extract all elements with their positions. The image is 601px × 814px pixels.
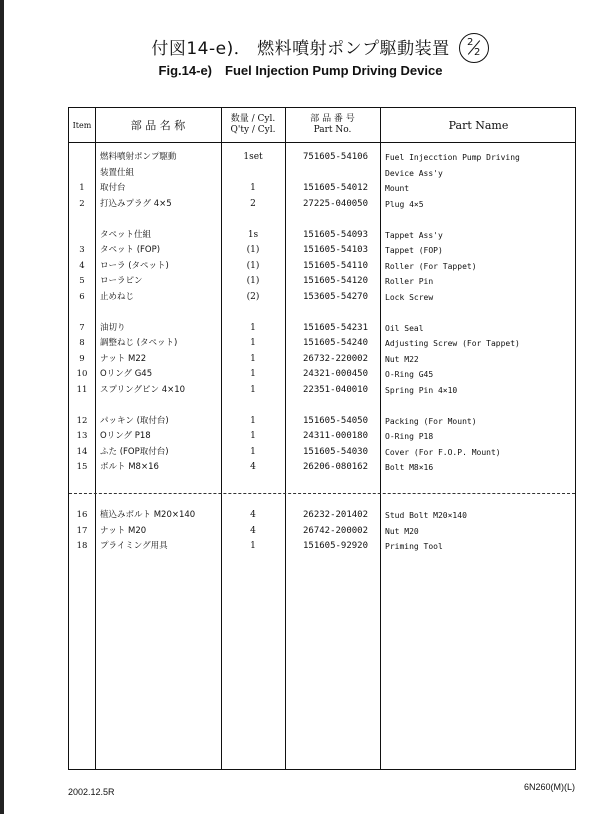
table-row: [69, 228, 575, 243]
header-qty-line2: Q'ty / Cyl.: [230, 125, 276, 135]
row-part-number: 26732-220002: [302, 353, 369, 364]
section-dashed-divider: [69, 493, 575, 494]
page-number-badge: [459, 33, 489, 63]
row-quantity: 1: [250, 369, 256, 379]
row-part-name: Packing (For Mount): [385, 416, 477, 426]
row-part-name: Plug 4×5: [385, 199, 424, 209]
table-row: [69, 398, 575, 413]
row-part-number: 151605-54240: [302, 338, 369, 348]
row-name-jp: タペット仕組: [100, 229, 152, 240]
row-part-name: Roller Pin: [385, 277, 434, 286]
header-pno-line1: 部 品 番 号: [310, 114, 355, 124]
table-row: [69, 414, 575, 429]
table-row: [69, 212, 575, 227]
row-part-number: 151605-92920: [302, 541, 369, 551]
row-quantity: 1: [250, 322, 256, 333]
row-part-number: 751605-54106: [302, 152, 369, 162]
table-row: [69, 321, 575, 336]
page-edge-bar: [0, 0, 4, 814]
row-part-name: Tappet (FOP): [385, 246, 443, 255]
row-quantity: 1: [250, 446, 256, 457]
row-part-name: Tappet Ass'y: [385, 230, 443, 240]
row-name-jp: 装置仕組: [100, 167, 135, 178]
row-part-number: 151605-54231: [302, 322, 369, 333]
row-item-number: 14: [76, 446, 88, 457]
row-item-number: 2: [79, 198, 85, 209]
row-part-name: Spring Pin 4×10: [385, 385, 458, 395]
row-part-name: Fuel Injecction Pump Driving: [385, 153, 520, 162]
row-part-number: 151605-54110: [302, 260, 369, 271]
row-quantity: 1set: [243, 152, 263, 162]
table-row: [69, 336, 575, 351]
row-part-number: 27225-040050: [302, 198, 369, 209]
row-item-number: 1: [79, 183, 85, 193]
row-name-jp: ボルト M8×16: [100, 462, 159, 472]
row-name-jp: ナット M20: [100, 525, 147, 536]
row-part-number: 26232-201402: [302, 510, 369, 520]
parts-table: [68, 107, 576, 770]
row-item-number: 7: [79, 322, 85, 333]
row-quantity: 4: [250, 525, 256, 536]
row-part-name: Priming Tool: [385, 542, 443, 551]
row-name-jp: 調整ねじ (タペット): [100, 338, 178, 348]
row-name-jp: ローラ (タペット): [100, 260, 169, 271]
row-part-number: 151605-54030: [302, 446, 369, 457]
header-pno-line2: Part No.: [313, 125, 352, 135]
footer-model-code: 6N260(M)(L): [523, 782, 575, 792]
row-quantity: 1: [250, 338, 256, 348]
row-part-name: Nut M20: [385, 526, 419, 536]
row-item-number: 11: [76, 384, 88, 395]
row-item-number: 6: [79, 291, 85, 302]
row-quantity: 1: [250, 353, 256, 364]
row-part-name: Adjusting Screw (For Tappet): [385, 339, 520, 348]
row-name-jp: Oリング G45: [100, 369, 153, 379]
row-part-number: 151605-54050: [302, 415, 369, 426]
row-quantity: (1): [246, 245, 260, 255]
header-name-jp: [95, 108, 221, 142]
row-quantity: 4: [250, 510, 256, 520]
row-part-number: 26206-080162: [302, 462, 369, 472]
row-item-number: 18: [76, 541, 88, 551]
table-row: [69, 460, 575, 475]
table-row: [69, 524, 575, 539]
row-item-number: 4: [79, 260, 85, 271]
header-rule: [69, 142, 575, 143]
row-item-number: 15: [76, 462, 88, 472]
table-row: [69, 429, 575, 444]
row-part-number: 153605-54270: [302, 291, 369, 302]
row-part-number: 22351-040010: [302, 384, 369, 395]
row-item-number: 3: [79, 245, 85, 255]
row-quantity: (1): [246, 260, 260, 271]
table-row: [69, 166, 575, 181]
row-name-jp: Oリング P18: [100, 431, 151, 441]
row-part-name: Lock Screw: [385, 292, 434, 302]
header-qty-line1: 数量 / Cyl.: [230, 114, 276, 124]
header-qty: [221, 108, 285, 142]
row-item-number: 10: [76, 369, 88, 379]
table-row: [69, 352, 575, 367]
row-part-name: O-Ring P18: [385, 432, 434, 441]
row-name-jp: 止めねじ: [100, 291, 135, 302]
table-row: [69, 508, 575, 523]
row-part-number: 151605-54012: [302, 183, 369, 193]
row-item-number: 12: [76, 415, 88, 426]
row-item-number: 9: [79, 353, 85, 364]
table-row: [69, 290, 575, 305]
row-quantity: 4: [250, 462, 256, 472]
row-name-jp: プライミング用具: [100, 541, 168, 551]
row-item-number: 16: [76, 510, 88, 520]
row-part-name: Bolt M8×16: [385, 463, 434, 472]
table-row: [69, 243, 575, 258]
row-part-number: 151605-54093: [302, 229, 369, 240]
table-row: [69, 197, 575, 212]
row-name-jp: 油切り: [100, 322, 126, 333]
row-quantity: (2): [246, 291, 260, 302]
table-row: [69, 259, 575, 274]
page-number-current: 2: [467, 37, 474, 48]
row-name-jp: 植込みボルト M20×140: [100, 510, 196, 520]
row-item-number: 8: [79, 338, 85, 348]
row-part-name: Cover (For F.O.P. Mount): [385, 447, 501, 457]
row-quantity: 1: [250, 384, 256, 395]
row-part-name: Mount: [385, 184, 410, 193]
row-part-name: Nut M22: [385, 354, 419, 364]
table-row: [69, 150, 575, 165]
row-name-jp: パッキン (取付台): [100, 415, 169, 426]
page-title-japanese: 付図14-e)． 燃料噴射ポンプ駆動装置: [151, 39, 450, 59]
header-item: [69, 108, 95, 142]
row-name-jp: ふた (FOP取付台): [100, 446, 169, 457]
row-part-number: 24321-000450: [302, 369, 369, 379]
row-quantity: 1: [250, 431, 256, 441]
row-item-number: 17: [76, 525, 88, 536]
row-name-jp: タペット (FOP): [100, 245, 161, 255]
row-part-name: O-Ring G45: [385, 370, 434, 379]
table-row: [69, 445, 575, 460]
row-name-jp: スプリングピン 4×10: [100, 384, 186, 395]
row-item-number: 5: [79, 276, 85, 286]
row-quantity: 1: [250, 541, 256, 551]
row-quantity: 2: [250, 198, 256, 209]
table-row: [69, 274, 575, 289]
row-name-jp: ナット M22: [100, 353, 147, 364]
row-part-name: Device Ass'y: [385, 168, 443, 178]
row-part-number: 24311-000180: [302, 431, 369, 441]
footer-date: 2002.12.5R: [68, 787, 115, 797]
row-part-name: Oil Seal: [385, 323, 424, 333]
row-item-number: 13: [76, 431, 88, 441]
row-quantity: (1): [246, 276, 260, 286]
row-name-jp: ローラピン: [100, 276, 143, 286]
table-row: [69, 181, 575, 196]
table-row: [69, 539, 575, 554]
header-item-label: Item: [72, 120, 92, 130]
header-name-jp-label: 部 品 名 称: [130, 118, 186, 132]
page-number-total: 2: [474, 47, 481, 58]
row-quantity: 1: [250, 415, 256, 426]
header-part-name: [380, 108, 577, 142]
row-part-number: 151605-54103: [302, 245, 369, 255]
row-name-jp: 燃料噴射ポンプ駆動: [100, 152, 177, 162]
table-row: [69, 367, 575, 382]
row-part-number: 26742-200002: [302, 525, 369, 536]
row-quantity: 1s: [247, 229, 259, 240]
row-part-number: 151605-54120: [302, 276, 369, 286]
page-title-english: Fig.14-e) Fuel Injection Pump Driving Device: [158, 63, 443, 78]
row-part-name: Roller (For Tappet): [385, 261, 477, 271]
row-quantity: 1: [250, 183, 256, 193]
table-row: [69, 383, 575, 398]
row-name-jp: 取付台: [100, 183, 126, 193]
row-part-name: Stud Bolt M20×140: [385, 511, 467, 520]
row-name-jp: 打込みプラグ 4×5: [100, 198, 172, 209]
table-row: [69, 305, 575, 320]
header-part-no: [285, 108, 380, 142]
header-part-name-label: Part Name: [448, 118, 509, 132]
